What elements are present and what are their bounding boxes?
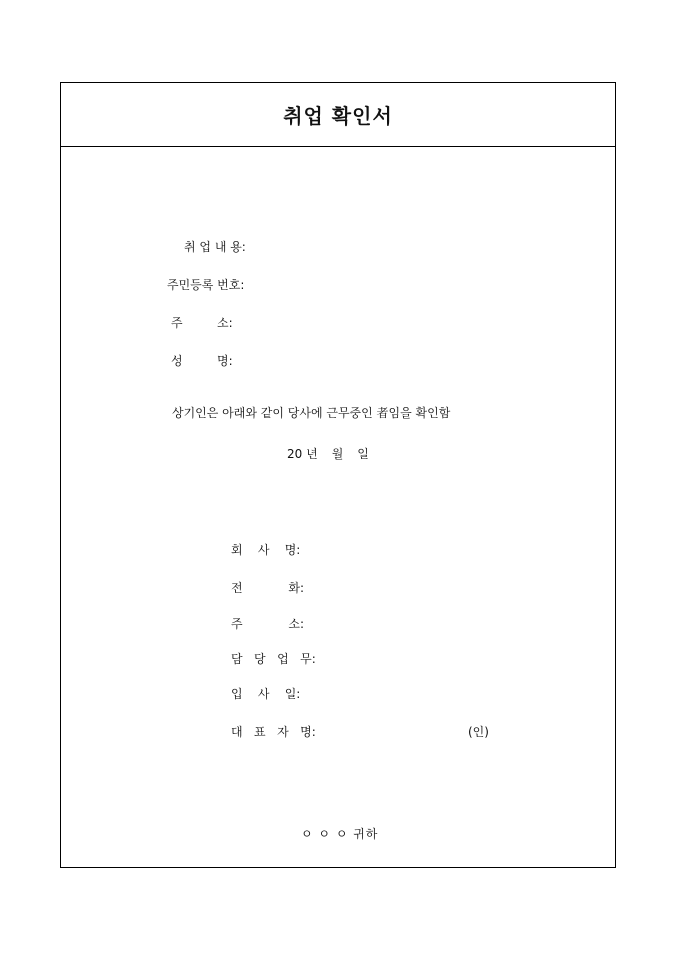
company-name-label: 회 사 명: — [231, 543, 301, 557]
date-month: 월 — [331, 447, 344, 461]
applicant-name-label — [171, 352, 233, 369]
recipient-line: ㅇ ㅇ ㅇ 귀하 — [301, 827, 379, 841]
address-label-second: 소: — [217, 316, 233, 330]
company-ceo-label: 대 표 자 명: — [231, 725, 316, 739]
job-content-label: 취 업 내 용: — [184, 240, 246, 254]
statement-text: 상기인은 아래와 같이 당사에 근무중인 者임을 확인함 — [172, 406, 451, 420]
date-day: 일 — [357, 447, 369, 461]
date-year: 20 년 — [287, 447, 318, 461]
date-line — [287, 445, 383, 462]
applicant-address-label — [171, 314, 233, 331]
company-phone-label: 전 화: — [231, 581, 305, 595]
company-hire-date-label: 입 사 일: — [231, 687, 301, 701]
rrn-label: 주민등록 번호: — [167, 278, 245, 292]
document-title: 취업 확인서 — [283, 104, 393, 128]
title-box — [61, 83, 615, 147]
seal-mark: (인) — [468, 725, 489, 739]
name-label-second: 명: — [217, 354, 233, 368]
name-label-first: 성 — [171, 354, 183, 368]
company-duty-label: 담 당 업 무: — [231, 652, 316, 666]
company-address-label: 주 소: — [231, 617, 305, 631]
address-label-first: 주 — [171, 316, 183, 330]
confirmation-form — [60, 82, 616, 868]
